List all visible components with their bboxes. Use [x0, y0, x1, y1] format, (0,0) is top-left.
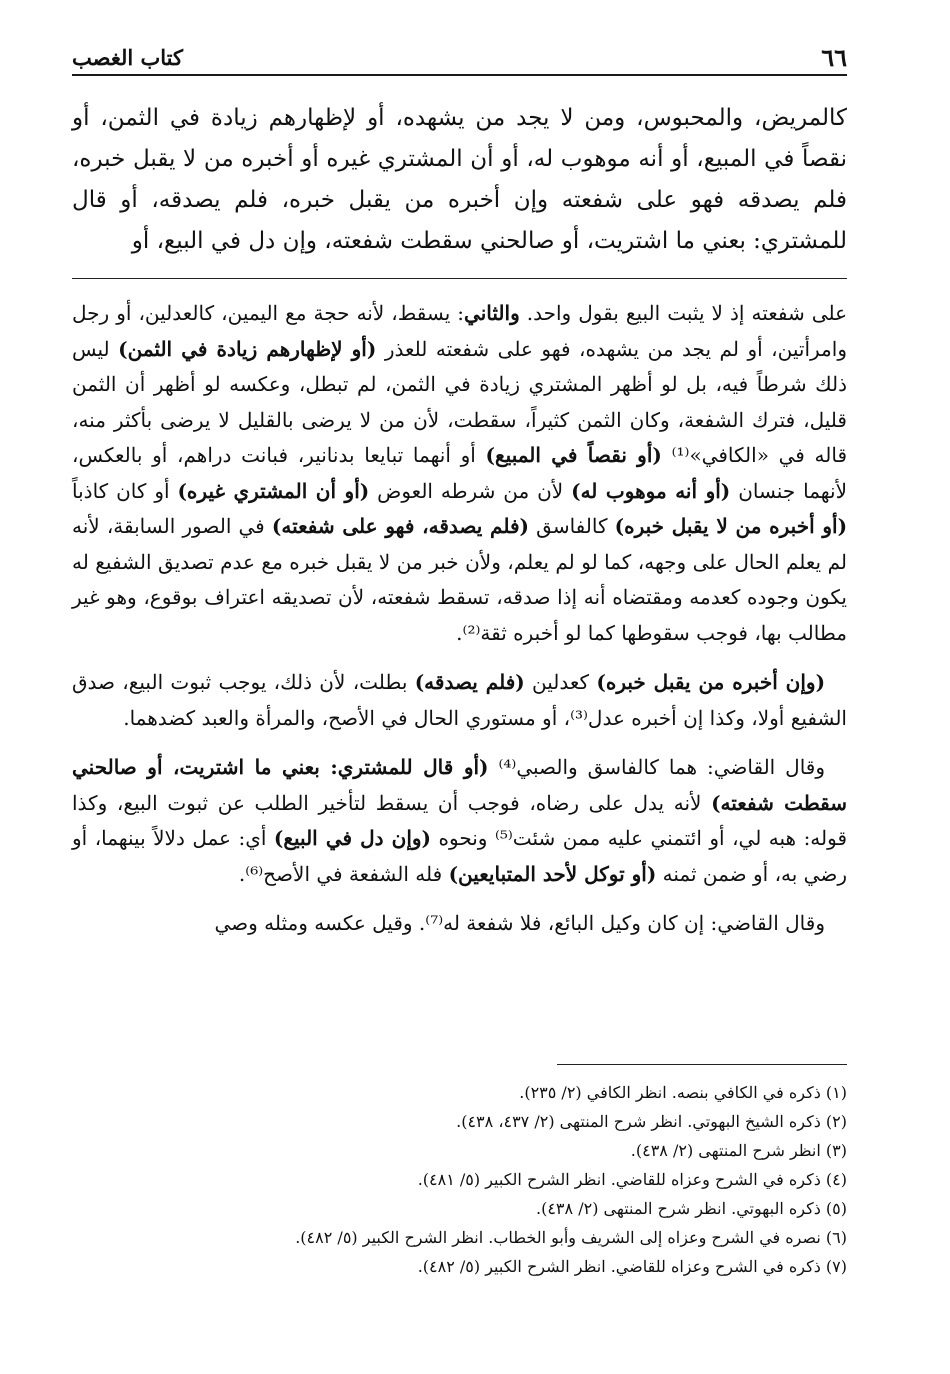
footnote-3: (٣) انظر شرح المنتهى (٢/ ٤٣٨). [630, 1141, 847, 1160]
text-segment: وقال القاضي: إن كان وكيل البائع، فلا شفعة له⁽⁷⁾. وقيل عكسه ومثله وصي [214, 911, 825, 935]
text-segment: أو أنهما تبايعا بدنانير، فبانت دراهم، أو بالعكس، لأنهما جنسان [72, 443, 847, 503]
bold-quote: (أو توكل لأحد المتبايعين) [448, 861, 657, 886]
commentary-paragraph-1 [72, 296, 847, 651]
matn-separator [72, 278, 847, 279]
footnote-1: (١) ذكره في الكافي بنصه. انظر الكافي (٢/ ٢٣٥). [519, 1083, 847, 1102]
footnotes [72, 1078, 847, 1281]
bold-quote: (أو نقصاً في المبيع) [485, 443, 662, 467]
text-segment: لأن من شرطه العوض [377, 478, 564, 503]
commentary [72, 296, 847, 956]
text-segment: في الصور السابقة، لأنه لم يعلم الحال على وجهه، كما لو لم يعلم، ولأن خبر من لا يقبل خبره مع عدم تصديق الشفيع له يكون وجوده كعدمه ومقتضاه أنه إذا صدقه، تسقط شفعته، لأن تصديقه اعتراف بوقوع، وهو غير مطالب بها، فوجب سقوطها كما لو أخبره ثقة⁽²⁾. [72, 514, 847, 645]
text-segment: فله الشفعة في الأصح⁽⁶⁾. [238, 861, 443, 886]
bold-quote: (أو أنه موهوب له) [571, 478, 731, 503]
commentary-paragraph-2 [72, 665, 847, 736]
footnote-4: (٤) ذكره في الشرح وعزاه للقاضي. انظر الشرح الكبير (٥/ ٤٨١). [417, 1170, 847, 1189]
page-header [72, 40, 847, 76]
text-segment: أو كان كاذباً [72, 478, 170, 503]
bold-quote: (وإن أخبره من يقبل خبره) [596, 670, 826, 694]
matn-text: كالمريض، والمحبوس، ومن لا يجد من يشهده، أو لإظهارهم زيادة في الثمن، أو نقصاً في المبيع، أو أنه موهوب له، أو أن المشتري غيره أو أخبره من لا يقبل خبره، فلم يصدقه فهو على شفعته وإن أخبره من يقبل خبره، فلم يصدقه، أو قال للمشتري: بعني ما اشتريت، أو صالحني سقطت شفعته، وإن دل في البيع، أو [72, 105, 847, 254]
text-segment: وقال القاضي: هما كالفاسق والصبي⁽⁴⁾ [498, 755, 826, 779]
footnote-6: (٦) نصره في الشرح وعزاه إلى الشريف وأبو الخطاب. انظر الشرح الكبير (٥/ ٤٨٢). [295, 1228, 847, 1247]
bold-quote: (فلم يصدقه، فهو على شفعته) [271, 514, 529, 538]
bold-quote: (فلم يصدقه) [414, 670, 525, 694]
text-segment: على شفعته إذ لا يثبت البيع بقول واحد. [526, 301, 848, 325]
commentary-paragraph-3 [72, 750, 847, 892]
text-segment: بطلت، لأن ذلك، يوجب ثبوت البيع، صدق الشفيع أولا، وكذا إن أخبره عدل⁽³⁾، أو مستوري الحال في الأصح، والمرأة والعبد كضدهما. [72, 670, 847, 730]
footnote-7: (٧) ذكره في الشرح وعزاه للقاضي. انظر الشرح الكبير (٥/ ٤٨٢). [417, 1257, 847, 1276]
text-segment: : يسقط، لأنه حجة مع اليمين، كالعدلين، أو رجل وامرأتين، أو لم يجد من يشهده، فهو على شفعته للعذر [72, 301, 847, 361]
footnote-2: (٢) ذكره الشيخ البهوتي. انظر شرح المنتهى (٢/ ٤٣٧، ٤٣٨). [456, 1112, 847, 1131]
bold-quote: (أو قال للمشتري: بعني ما اشتريت، أو صالحني سقطت شفعته) [72, 755, 847, 815]
bold-quote: (وإن دل في البيع) [273, 826, 432, 850]
text-segment: ليس ذلك شرطاً فيه، بل لو أظهر المشتري زيادة في الثمن، لم تبطل، وعكسه لو أظهر أن الثمن قليل، فترك الشفعة، وكان الثمن كثيراً، سقطت، لأن من لا يرضى بالقليل لا يرضى بأكثر منه، قاله في «الكافي»⁽¹⁾ [72, 336, 848, 467]
text-segment: أي: عمل دلالاً بينهما، أو رضي به، أو ضمن ثمنه [72, 826, 847, 886]
page-number: ٦٦ [821, 42, 847, 72]
text-segment: كالفاسق [536, 514, 608, 538]
bold-quote: (أو أن المشتري غيره) [177, 478, 370, 503]
bold-quote: (أو أخبره من لا يقبل خبره) [614, 514, 848, 538]
running-title: كتاب الغصب [72, 44, 184, 70]
bold-quote: والثاني [464, 301, 520, 325]
commentary-paragraph-4 [72, 906, 847, 942]
text-segment: لأنه يدل على رضاه، فوجب أن يسقط لتأخير الطلب عن ثبوت البيع، وكذا قوله: هبه لي، أو ائتمني عليه ممن شئت⁽⁵⁾ ونحوه [72, 790, 848, 850]
footnote-5: (٥) ذكره البهوتي. انظر شرح المنتهى (٢/ ٤٣٨). [536, 1199, 847, 1218]
footnote-separator [557, 1064, 847, 1065]
text-segment: كعدلين [532, 670, 590, 694]
bold-quote: (أو لإظهارهم زيادة في الثمن) [118, 336, 377, 361]
